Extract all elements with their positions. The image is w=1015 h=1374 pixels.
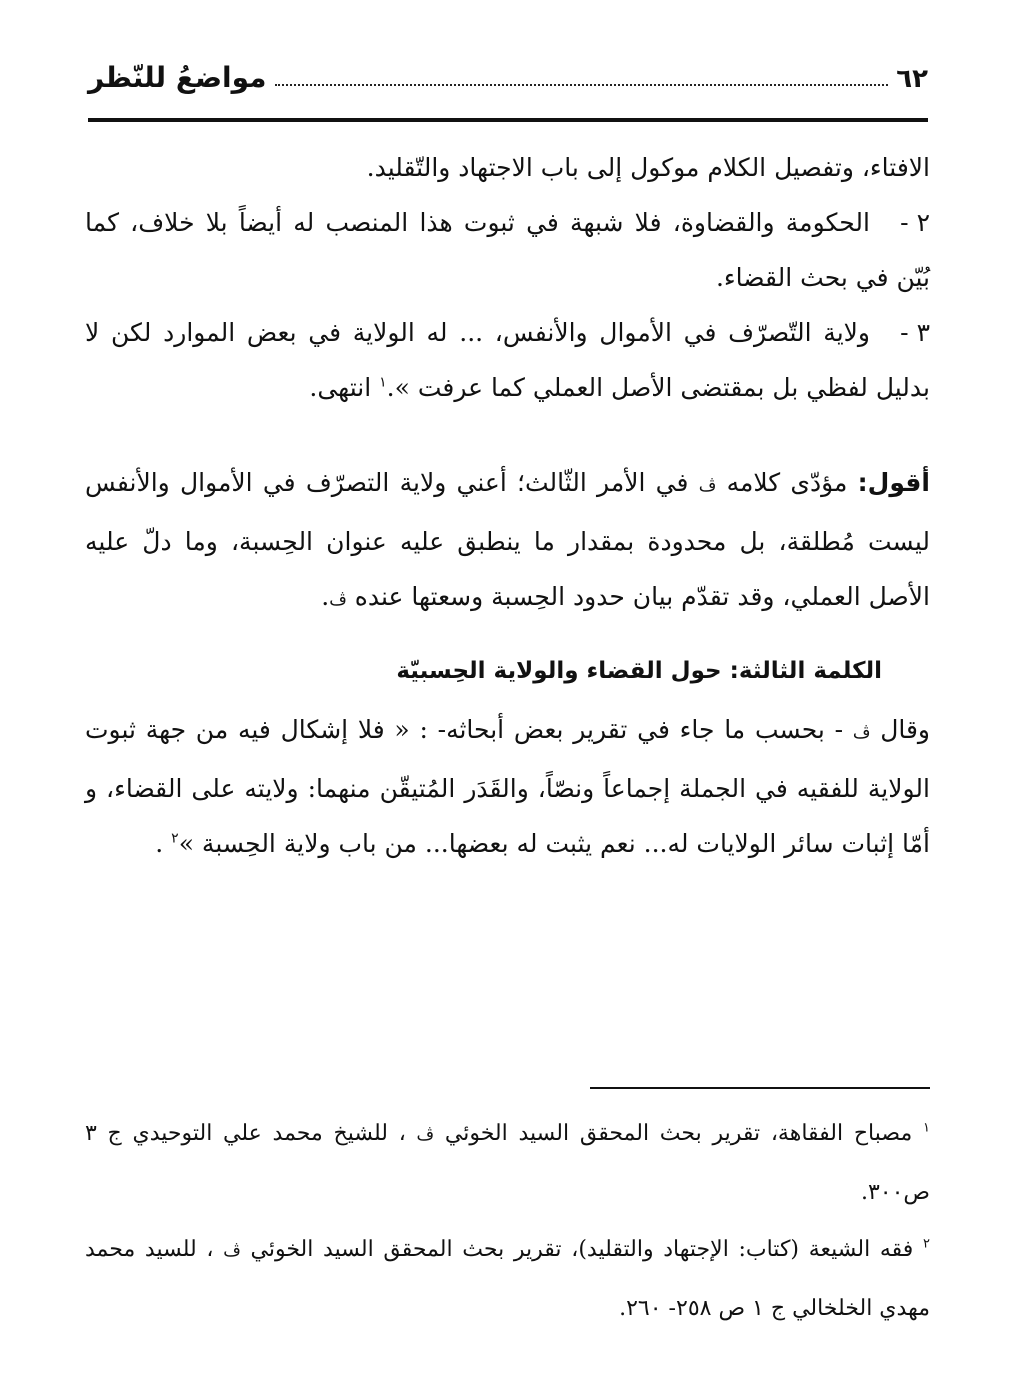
page-number: ٦٢ (896, 64, 928, 94)
honorific-symbol: ﭪ (329, 590, 347, 610)
header-dot-leader (275, 84, 889, 86)
paragraph-text: في الأمر الثّالث؛ أعني ولاية التصرّف في الأموال والأنفس ليست مُطلقة، بل محدودة بمقدار ما ينطبق عليه عنوان الحِسبة، وما دلّ عليه الأصل العملي، وقد تقدّم بيان حدود الحِسبة وسعتها عنده (85, 468, 930, 611)
punctuation: . (321, 582, 330, 611)
honorific-symbol: ﭪ (416, 1125, 435, 1145)
honorific-symbol: ﭪ (698, 476, 717, 496)
main-text (85, 140, 930, 871)
list-item-2 (85, 195, 930, 305)
section-heading: الكلمة الثالثة: حول القضاء والولاية الحِسبيّة (396, 658, 882, 684)
footnote-reference[interactable]: ٢ (171, 830, 179, 847)
page-header (88, 44, 928, 94)
list-item-3 (85, 305, 930, 415)
footnote-2 (85, 1221, 930, 1337)
footnote-marker: ١ (922, 1120, 930, 1136)
list-item-text: ولاية التّصرّف في الأموال والأنفس، ... له الولاية في بعض الموارد لكن لا بدليل لفظي بل بمقتضى الأصل العملي كما عرفت ». (85, 318, 930, 402)
paragraph-qala (85, 702, 930, 871)
paragraph-text: الافتاء، وتفصيل الكلام موكول إلى باب الاجتهاد والتّقليد. (366, 153, 930, 182)
paragraph-text: - بحسب ما جاء في تقرير بعض أبحاثه- : « فلا إشكال فيه من جهة ثبوت الولاية للفقيه في الجملة إجماعاً ونصّاً، والقَدَر المُتيقّن منهما: ولايته على القضاء، و أمّا إثبات سائر الولايات له... نعم يثبت له بعضها... من باب ولاية الحِسبة » (85, 715, 930, 858)
paragraph-text: وقال (880, 715, 931, 744)
list-item-text: الحكومة والقضاوة، فلا شبهة في ثبوت هذا المنصب له أيضاً بلا خلاف، كما بُيّن في بحث القضاء. (85, 208, 930, 292)
footnote-marker: ٢ (923, 1236, 930, 1252)
honorific-symbol: ﭪ (223, 1241, 241, 1261)
paragraph-aqul (85, 455, 930, 628)
footnote-1 (85, 1105, 930, 1221)
footnote-text: ، للسيد محمد مهدي الخلخالي ج ١ ص ٢٥٨- ٢٦٠. (85, 1237, 930, 1321)
running-title: مواضعُ للنّظر (88, 61, 267, 94)
list-number: ٢ - (900, 208, 930, 237)
punctuation: . (155, 829, 164, 858)
footnote-text: فقه الشيعة (كتاب: الإجتهاد والتقليد)، تقرير بحث المحقق السيد الخوئي (250, 1237, 914, 1262)
footnotes (85, 1105, 930, 1337)
list-number: ٣ - (900, 318, 930, 347)
aqul-label: أقول: (857, 468, 930, 497)
footnote-text: ، للشيخ محمد علي التوحيدي ج ٣ ص٣٠٠. (85, 1121, 930, 1205)
honorific-symbol: ﭪ (852, 723, 871, 743)
footnote-reference[interactable]: ١ (379, 374, 387, 391)
paragraph-text: مؤدّى كلامه (726, 468, 848, 497)
ending-word: انتهى. (309, 373, 372, 402)
header-rule (88, 118, 928, 122)
paragraph-continuation (85, 140, 930, 195)
footnote-rule (590, 1087, 930, 1089)
footnote-text: مصباح الفقاهة، تقرير بحث المحقق السيد الخوئي (444, 1121, 913, 1146)
